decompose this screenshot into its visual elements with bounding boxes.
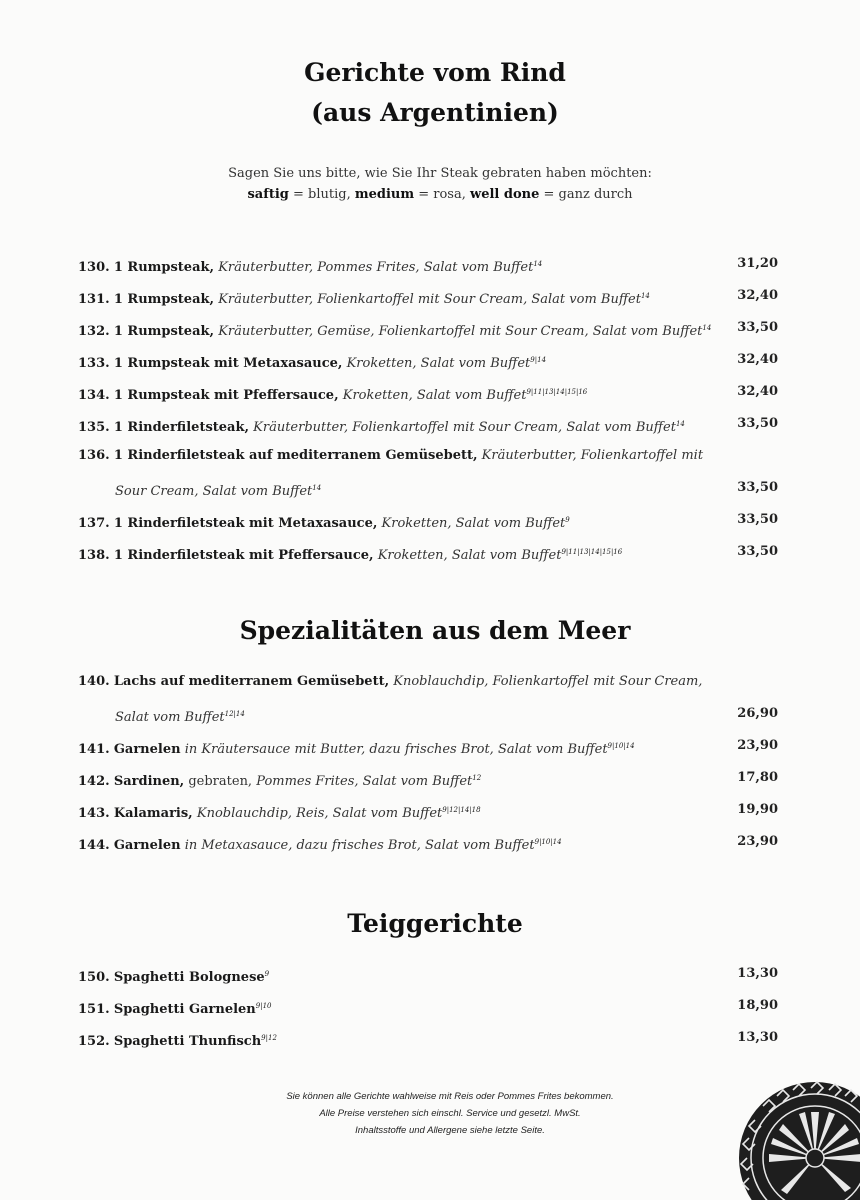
item-price: 33,50 — [737, 480, 778, 495]
item-price: 33,50 — [737, 512, 778, 527]
item-price: 23,90 — [737, 738, 778, 753]
item-description: Kräuterbutter, Folienkartoffel mit — [481, 448, 704, 463]
item-number: 140. — [78, 674, 110, 689]
item-price: 13,30 — [737, 966, 778, 981]
item-name: 1 Rinderfiletsteak mit Metaxasauce, — [113, 516, 378, 531]
footer-line-sides: Sie können alle Gerichte wahlweise mit Reis oder Pommes Frites bekommen. — [286, 1091, 614, 1102]
item-name: Kalamaris, — [113, 806, 193, 821]
item-description: in Metaxasauce, dazu frisches Brot, Salat vom Buffet — [184, 838, 535, 853]
item-description: Kräuterbutter, Pommes Frites, Salat vom Buffet — [218, 260, 534, 275]
item-price: 31,20 — [737, 256, 778, 271]
footer-line-prices: Alle Preise verstehen sich einschl. Service und gesetzl. MwSt. — [319, 1108, 581, 1119]
item-description: Kroketten, Salat vom Buffet — [346, 356, 531, 371]
item-name: Lachs auf mediterranem Gemüsebett, — [113, 674, 390, 689]
menu-item-row — [78, 670, 778, 694]
item-name: Spaghetti Garnelen — [113, 1002, 256, 1017]
item-description-cont: Salat vom Buffet — [115, 710, 225, 725]
item-number: 137. — [78, 516, 110, 531]
item-price: 32,40 — [737, 384, 778, 399]
item-allergen-codes: 14 — [640, 292, 650, 300]
item-number: 143. — [78, 806, 110, 821]
menu-item-row — [78, 994, 778, 1018]
item-note: gebraten, — [188, 774, 253, 789]
item-name: 1 Rumpsteak mit Pfeffersauce, — [113, 388, 339, 403]
doneness-meaning-medium: = rosa, — [414, 187, 470, 202]
menu-item-continuation — [115, 702, 778, 726]
item-price: 32,40 — [737, 288, 778, 303]
item-number: 134. — [78, 388, 110, 403]
item-price: 33,50 — [737, 320, 778, 335]
item-description: Kroketten, Salat vom Buffet — [377, 548, 562, 563]
item-price: 17,80 — [737, 770, 778, 785]
item-allergen-codes: 9|10 — [255, 1002, 272, 1010]
item-allergen-codes: 14 — [675, 420, 685, 428]
menu-item-row — [78, 380, 778, 404]
item-price: 18,90 — [737, 998, 778, 1013]
doneness-intro: Sagen Sie uns bitte, wie Sie Ihr Steak gebraten haben möchten: — [228, 166, 652, 181]
item-name: Spaghetti Bolognese — [113, 970, 265, 985]
item-allergen-codes: 9|14 — [530, 356, 547, 364]
footer-line-allergens: Inhaltsstoffe und Allergene siehe letzte Seite. — [355, 1125, 545, 1136]
item-price: 23,90 — [737, 834, 778, 849]
sea-title: Spezialitäten aus dem Meer — [239, 616, 631, 645]
beef-title-line2: (aus Argentinien) — [311, 98, 559, 127]
item-description: Pommes Frites, Salat vom Buffet — [256, 774, 473, 789]
doneness-meaning-welldone: = ganz durch — [539, 187, 633, 202]
menu-item-row — [78, 348, 778, 372]
item-allergen-codes: 14 — [533, 260, 543, 268]
menu-footer — [200, 1088, 700, 1139]
item-name: Garnelen — [113, 742, 181, 757]
item-number: 152. — [78, 1034, 110, 1049]
item-number: 130. — [78, 260, 110, 275]
item-allergen-codes: 12 — [472, 774, 482, 782]
menu-item-row — [78, 734, 778, 758]
item-description: Knoblauchdip, Reis, Salat vom Buffet — [196, 806, 443, 821]
greek-key-sun-icon — [733, 1078, 860, 1200]
item-name: Spaghetti Thunfisch — [113, 1034, 262, 1049]
item-description: Kräuterbutter, Folienkartoffel mit Sour Cream, Salat vom Buffet — [253, 420, 676, 435]
beef-title-line1: Gerichte vom Rind — [304, 58, 566, 87]
menu-item-continuation — [115, 476, 778, 500]
item-number: 131. — [78, 292, 110, 307]
item-number: 141. — [78, 742, 110, 757]
item-name: 1 Rumpsteak, — [113, 292, 215, 307]
doneness-meaning-rare: = blutig, — [288, 187, 355, 202]
item-price: 13,30 — [737, 1030, 778, 1045]
item-description-cont: Sour Cream, Salat vom Buffet — [115, 484, 313, 499]
item-price: 19,90 — [737, 802, 778, 817]
doneness-term-medium: medium — [354, 187, 415, 202]
item-description: Kräuterbutter, Folienkartoffel mit Sour Cream, Salat vom Buffet — [218, 292, 641, 307]
item-number: 142. — [78, 774, 110, 789]
item-number: 136. — [78, 448, 110, 463]
menu-item-row — [78, 798, 778, 822]
item-number: 132. — [78, 324, 110, 339]
item-name: Garnelen — [113, 838, 181, 853]
item-allergen-codes: 9|11|13|14|15|16 — [561, 548, 623, 556]
doneness-term-welldone: well done — [470, 187, 540, 202]
menu-item-row — [78, 830, 778, 854]
item-name: 1 Rumpsteak, — [113, 324, 215, 339]
menu-item-row — [78, 284, 778, 308]
item-name: Sardinen, — [113, 774, 185, 789]
menu-item-row — [78, 508, 778, 532]
item-number: 133. — [78, 356, 110, 371]
item-number: 151. — [78, 1002, 110, 1017]
doneness-term-rare: saftig — [247, 187, 289, 202]
doneness-legend — [0, 184, 860, 206]
item-price: 32,40 — [737, 352, 778, 367]
menu-item-row — [78, 316, 778, 340]
item-name: 1 Rumpsteak, — [113, 260, 215, 275]
item-name: 1 Rinderfiletsteak mit Pfeffersauce, — [113, 548, 374, 563]
menu-item-row — [78, 444, 778, 468]
menu-item-row — [78, 540, 778, 564]
item-allergen-codes: 9 — [264, 970, 270, 978]
item-allergen-codes: 9|11|13|14|15|16 — [526, 388, 588, 396]
menu-item-row — [78, 1026, 778, 1050]
item-allergen-codes: 9|10|14 — [534, 838, 562, 846]
item-price: 33,50 — [737, 544, 778, 559]
menu-item-row — [78, 252, 778, 276]
item-price: 33,50 — [737, 416, 778, 431]
item-price: 26,90 — [737, 706, 778, 721]
item-allergen-codes: 9|12 — [261, 1034, 277, 1042]
item-allergen-codes: 9|10|14 — [607, 742, 635, 750]
item-description: Kräuterbutter, Gemüse, Folienkartoffel mit Sour Cream, Salat vom Buffet — [218, 324, 703, 339]
item-name: 1 Rinderfiletsteak auf mediterranem Gemüsebett, — [113, 448, 478, 463]
item-allergen-codes: 12|14 — [224, 710, 245, 718]
item-name: 1 Rumpsteak mit Metaxasauce, — [113, 356, 343, 371]
item-allergen-codes: 9 — [565, 516, 570, 524]
item-allergen-codes: 14 — [312, 484, 322, 492]
item-description: Knoblauchdip, Folienkartoffel mit Sour Cream, — [393, 674, 703, 689]
item-number: 138. — [78, 548, 110, 563]
menu-item-row — [78, 766, 778, 790]
item-description: Kroketten, Salat vom Buffet — [342, 388, 527, 403]
menu-item-row — [78, 962, 778, 986]
item-name: 1 Rinderfiletsteak, — [113, 420, 250, 435]
item-number: 135. — [78, 420, 110, 435]
menu-item-row — [78, 412, 778, 436]
item-allergen-codes: 14 — [702, 324, 712, 332]
pasta-title: Teiggerichte — [347, 909, 523, 938]
item-number: 150. — [78, 970, 110, 985]
item-allergen-codes: 9|12|14|18 — [442, 806, 481, 814]
item-description: in Kräutersauce mit Butter, dazu frisches Brot, Salat vom Buffet — [184, 742, 608, 757]
item-description: Kroketten, Salat vom Buffet — [381, 516, 566, 531]
item-number: 144. — [78, 838, 110, 853]
